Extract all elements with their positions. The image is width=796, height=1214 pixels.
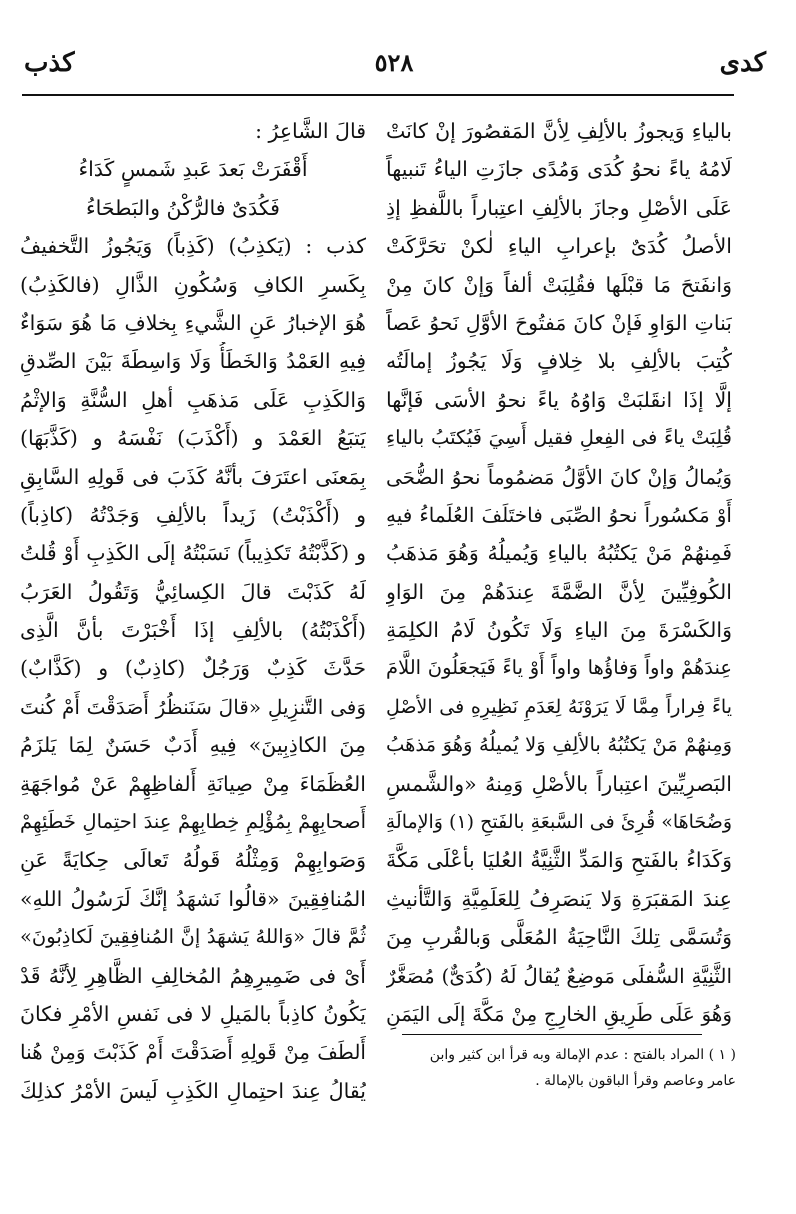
text-line: الكُوفِيِّينَ لِأنَّ الضَّمَّةَ عِندَهُمْ مِنَ الوَاوِ (386, 579, 732, 604)
text-line: حَدَّثَ كَذِبٌ وَرَجُلٌ (كاذِبٌ) و (كَذَّابٌ) (20, 656, 366, 681)
text-line: بِكَسرِ الكافِ وَسُكُونِ الذَّالِ (فالكَذِبُ) (20, 272, 366, 297)
text-line: إلَّا إذَا انقَلبَتْ وَاوُهُ ياءً نحوُ الأسَى فَإنَّها (386, 387, 732, 412)
text-line: الأصلُ كُدَىٌ بإعرابِ الياءِ لٰكنْ تحَرَّكَتْ (386, 234, 732, 259)
left-column (20, 112, 366, 1110)
text-line: ياءً فِراراً مِمَّا لَا يَرَوْنَهُ لِعَدَمِ نَظِيرِهِ فى الأصْلِ (386, 695, 732, 718)
text-line: وَتُسَمَّى تِلكَ النَّاحِيَةُ المُعَلَّى وَبالقُربِ مِنَ (386, 925, 732, 950)
text-line: كُتِبَ بالألِفِ بلا خِلافٍ وَلَا يَجُوزُ إمالَتُه (386, 349, 732, 374)
footnote-line: عامر وعاصم وقرأ الباقون بالإمالة . (535, 1073, 736, 1089)
right-column (386, 112, 732, 1033)
text-line: فِيهِ العَمْدُ وَالخَطَأُ وَلَا وَاسِطَةَ بَيْنَ الصِّدقِ (20, 349, 366, 374)
header-entry-word-left: كذب (24, 48, 75, 78)
text-line: لَامُهُ ياءً نحوُ كُدَى وَمُدًى جازَتِ الياءُ تَنبيهاً (386, 157, 732, 182)
entry-heading-line: كذب : (يَكذِبُ) (كَذِباً) وَيَجُوزُ التَّخفيفُ (20, 234, 366, 259)
text-line: البَصرِيِّينَ اعتِباراً بالأصْلِ وَمِنهُ «والشَّمسِ (386, 771, 732, 796)
text-line: وَمِنهُمْ مَنْ يَكتُبُهُ بالألِفِ وَلا يُميلُهُ وَهُوَ مَذهَبُ (386, 733, 732, 757)
text-line: و (كَذَّبْتُهُ تَكذِيباً) نَسَبْتُهُ إلَى الكَذِبِ أَوْ قُلتُ (20, 541, 366, 566)
verse-intro-line: قالَ الشَّاعِرُ : (255, 119, 366, 143)
text-line: (أَكْذَبْتُهُ) بالألِفِ إذَا أَخْبَرْتَ بأنَّ الَّذِى (20, 618, 366, 643)
text-line: ثُمَّ قالَ «وَاللهُ يَشهَدُ إنَّ المُنافِقِينَ لَكاذِبُونَ» (20, 925, 366, 949)
text-line: أَوْ مَكسُوراً نحوُ الصِّبَى فاختَلَفَ العُلَماءُ فيهِ (386, 502, 732, 527)
text-line: أَلطَفَ مِنْ قَولِهِ أَصَدَقْتَ أَمْ كَذَبْتَ وَمِنْ هُنا (20, 1040, 366, 1065)
text-line: أَىْ فى ضَمِيرِهِمُ المُخالِفِ الظَّاهِرِ لِأنَّهُ قَدْ (20, 963, 366, 988)
text-line: أَصحابِهِمْ بِمُؤْلِمِ خِطابِهِمْ عِندَ احتِمالِ خَطَئِهِمْ (20, 810, 366, 834)
text-line: وَالكَذِبِ عَلَى مَذهَبِ أهلِ السُّنَّةِ وَالإثْمُ (20, 387, 366, 412)
text-line: عِندَ المَقبَرَةِ وَلا يَنصَرِفُ لِلعَلَمِيَّةِ وَالتَّأنيثِ (386, 886, 732, 911)
footnote-rule (402, 1034, 702, 1035)
text-line: بالياءِ وَيجوزُ بالألِفِ لِأنَّ المَقصُورَ إنْ كانَتْ (386, 119, 732, 143)
text-line: قُلِبَتْ ياءً فى الفِعلِ فقيل أَسِيَ فَيُكتَبُ بالياءِ (386, 426, 732, 450)
text-line: وَكَدَاءُ بالفَتحِ وَالمَدِّ الثَّنِيَّةُ العُليَا بأعْلَى مَكَّةَ (386, 848, 732, 873)
text-line: مِنَ الكاذِبِينَ» فِيهِ أَدَبٌ حَسَنٌ لِمَا يَلزَمُ (20, 733, 366, 758)
text-line: يَكُونُ كاذِباً بالمَيلِ لا فى نَفسِ الأمْرِ فكانَ (20, 1001, 366, 1026)
verse-line: أَقْفَرَتْ بَعدَ عَبدِ شَمسٍ كَدَاءُ (78, 157, 308, 182)
page-number: ٥٢٨ (374, 48, 414, 77)
text-line: المُنافِقِينَ «قالُوا نَشهَدُ إنَّكَ لَرَسُولُ اللهِ» (20, 886, 366, 911)
text-line: عِندَهُمْ واواً وَفاؤُها واواً أَوْ ياءً فَيَجعَلُونَ اللَّامَ (386, 656, 732, 680)
text-line: بَناتِ الوَاوِ فَإنْ كانَ مَفتُوحَ الأوَّلِ نَحوُ عَصاً (386, 310, 732, 335)
text-line: وَانفَتحَ مَا قبْلَها فقُلِبَتْ ألفاً وَإنْ كانَ مِنْ (386, 272, 732, 297)
text-line: وَهُوَ عَلَى طَرِيقِ الخارِجِ مِنْ مَكَّةَ إلَى اليَمَنِ (386, 1001, 732, 1026)
text-line: و (أَكْذَبْتُ) زَيداً بالألِفِ وَجَدْتُهُ (كاذِباً) (20, 502, 366, 527)
text-line: فَمِنهُمْ مَنْ يَكتُبُهُ بالياءِ وَيُميلُهُ وَهُوَ مَذهَبُ (386, 541, 732, 566)
header-entry-word-right: كدى (719, 48, 766, 78)
footnote (390, 1042, 736, 1094)
text-line: وَصَوابِهِمْ وَمِثْلُهُ قَولُهُ تَعالَى حِكايَةً عَنِ (20, 848, 366, 873)
text-line: بِمَعنَى اعتَرَفَ بأنَّهُ كَذَبَ فى قَولِهِ السَّابِقِ (20, 464, 366, 489)
text-line: الثَّنِيَّةِ السُّفلَى مَوضِعٌ يُقالُ لَهُ (كُدَىٌّ) مُصَغَّرٌ (386, 963, 732, 988)
text-line: يُقالُ عِندَ احتِمالِ الكَذِبِ لَيسَ الأمْرُ كذلِكَ (20, 1078, 366, 1103)
text-line: وَفى التَّنزِيلِ «قالَ سَنَنظُرُ أَصَدَقْتَ أَمْ كُنتَ (20, 694, 366, 719)
verse-line: فَكُدَىٌ فالرُّكْنُ والبَطحَاءُ (86, 195, 280, 220)
text-line: وَضُحَاهَا» قُرِئَ فى السَّبعَةِ بالفَتحِ (١) وَالإمالَةِ (386, 811, 732, 834)
text-line: هُوَ الإخبارُ عَنِ الشَّيءِ بِخلافِ مَا هُوَ سَوَاءٌ (20, 310, 366, 335)
text-line: العُظَمَاءَ مِنْ صِيانَةِ أَلفاظِهِمْ عَنْ مُواجَهَةِ (20, 771, 366, 796)
header-rule (22, 94, 734, 96)
text-line: عَلَى الأصْلِ وجازَ بالألِفِ اعتِباراً باللَّفظِ إذِ (386, 195, 732, 220)
text-line: يَتبَعُ العَمْدَ و (أَكْذَبَ) نَفْسَهُ و (كَذَّبَهَا) (20, 426, 366, 451)
page-header (24, 38, 766, 94)
footnote-line: ( ١ ) المراد بالفتح : عدم الإمالة وبه قرأ ابن كثير وابن (429, 1047, 736, 1063)
text-line: لَهُ كَذَبْتَ قالَ الكِسائِيُّ وَتَقُولُ العَرَبُ (20, 579, 366, 604)
text-line: وَيُمالُ وَإنْ كانَ الأوَّلُ مَضمُوماً نحوُ الضُّحَى (386, 464, 732, 489)
text-line: وَالكَسْرَةَ مِنَ الياءِ وَلَا تَكُونُ لَامُ الكلِمَةِ (386, 618, 732, 643)
